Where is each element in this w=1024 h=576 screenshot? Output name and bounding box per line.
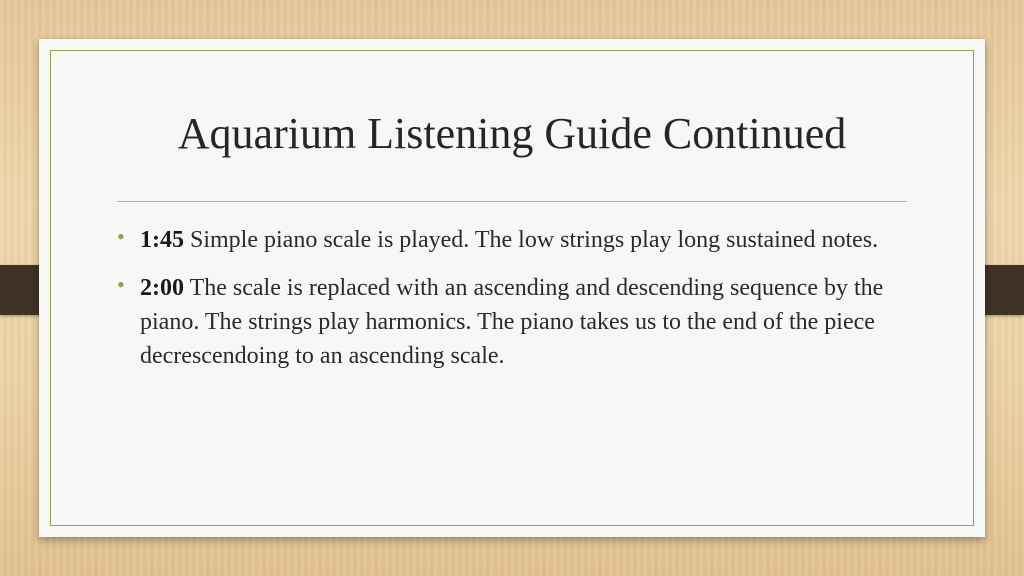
bullet-item-1	[117, 223, 897, 257]
slide-card	[39, 39, 985, 537]
bullet-list	[117, 223, 897, 387]
timestamp: 2:00	[140, 275, 184, 301]
bullet-dot-icon: •	[117, 224, 125, 249]
slide-title: Aquarium Listening Guide Continued	[177, 109, 847, 158]
timestamp: 1:45	[140, 227, 184, 253]
bullet-text: The scale is replaced with an ascending and descending sequence by the piano. The strings play harmonics. The piano takes us to the end of the piece decrescendoing to an ascending scale.	[140, 275, 884, 369]
title-divider	[117, 201, 907, 202]
bullet-dot-icon: •	[117, 272, 125, 297]
bullet-item-2	[117, 271, 897, 373]
bullet-text: Simple piano scale is played. The low strings play long sustained notes.	[190, 227, 879, 253]
